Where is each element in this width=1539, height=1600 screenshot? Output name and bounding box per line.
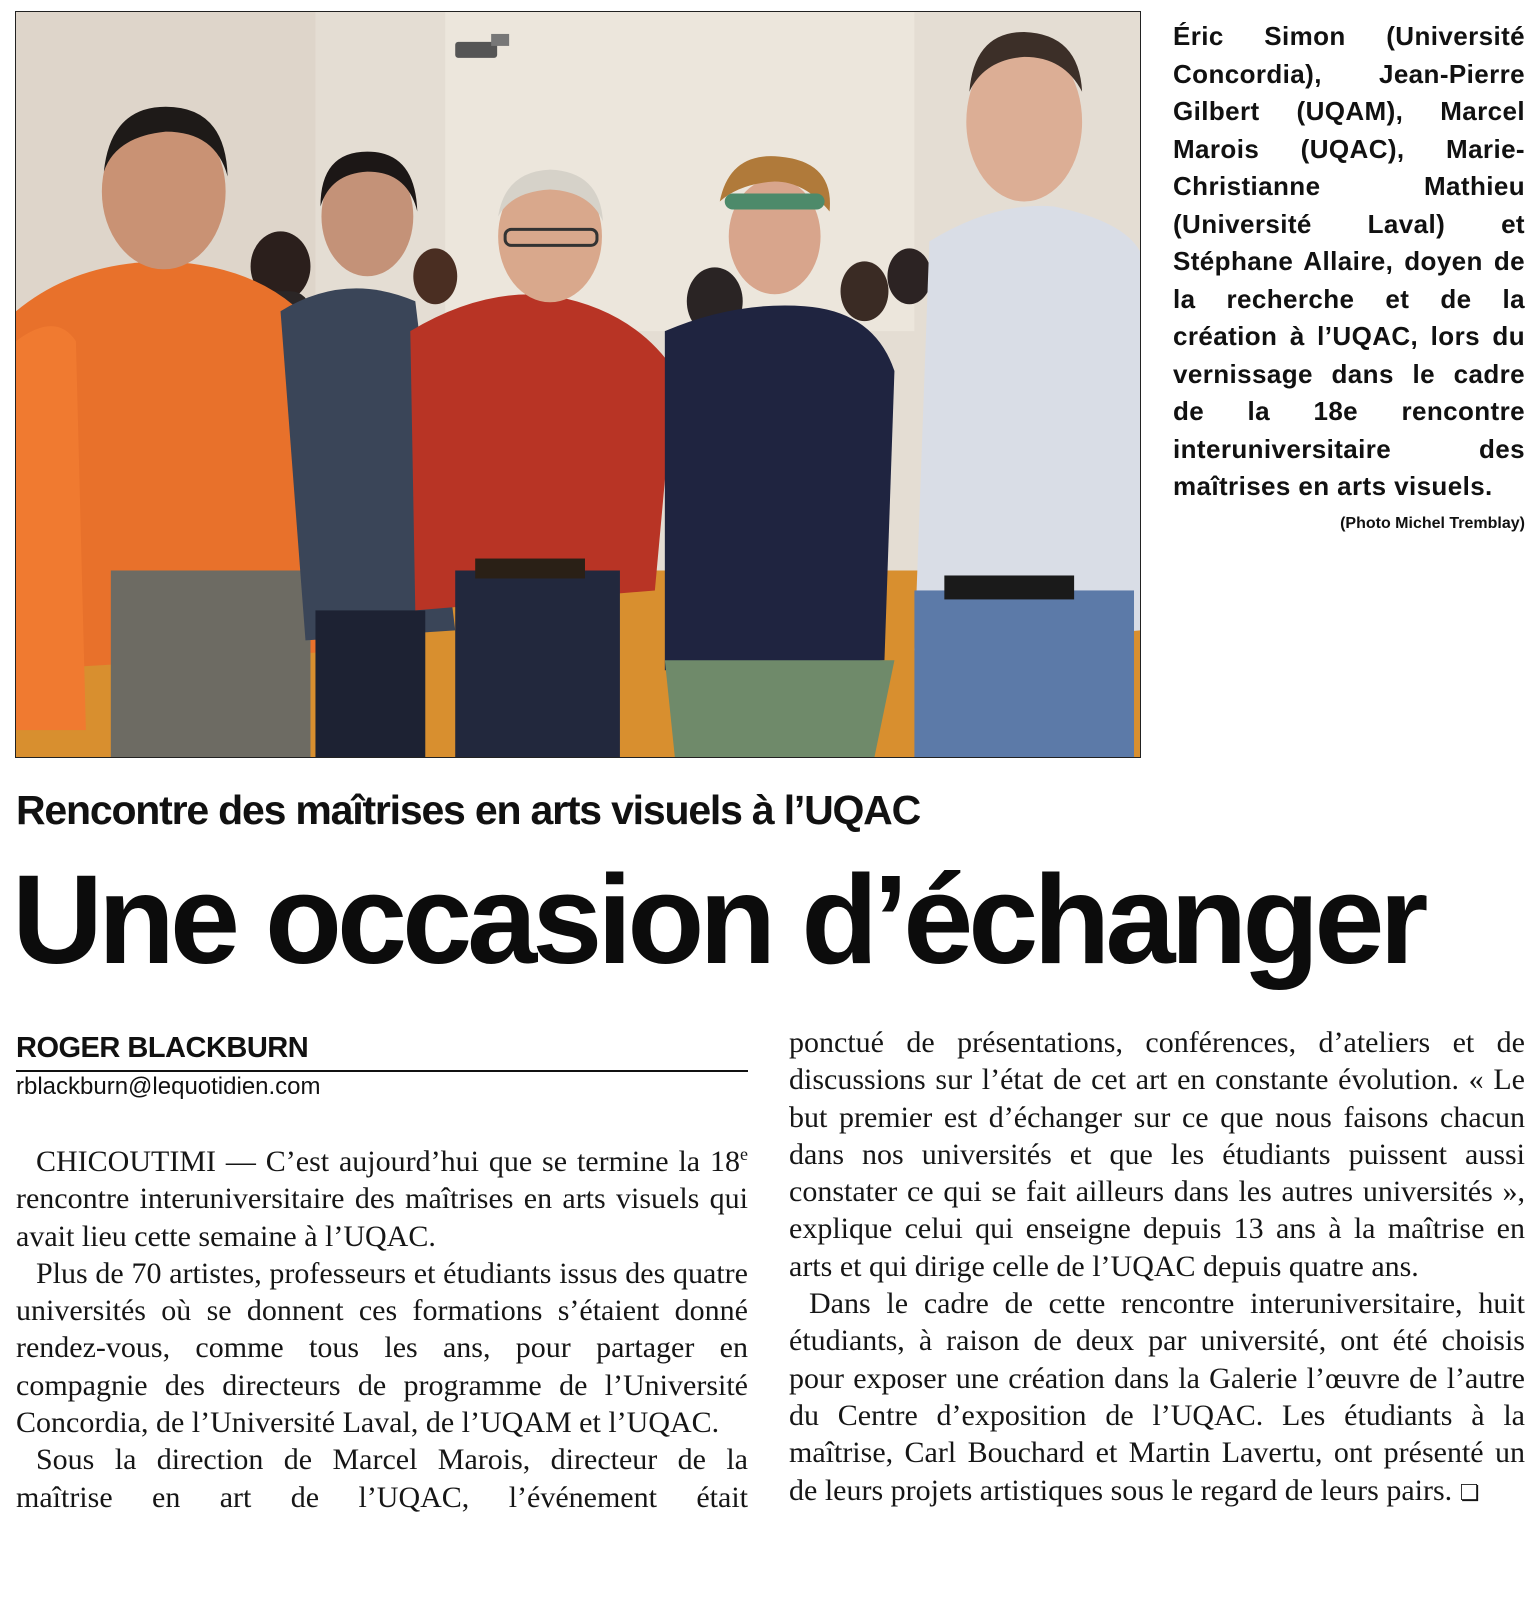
paragraph-4-text: Dans le cadre de cette rencontre interuniversitaire, huit étudiants, à raison de deux par université, ont été choisis pour exposer une création dans la Galerie l’œuvre de l’autre du Centre d’exposition de l’UQAC. Les étudiants à la maîtrise, Carl Bouchard et Martin Lavertu, ont présenté un de leurs projets artistiques sous le regard de leurs pairs. xyxy=(789,1287,1525,1507)
article-kicker: Rencontre des maîtrises en arts visuels à l’UQAC xyxy=(16,787,920,833)
ordinal-suffix: e xyxy=(740,1144,748,1164)
paragraph-3-continued: ponctué de présentations, conférences, d’ateliers et de discussions sur l’état de cet art en constante évolution. « Le but premier est d’échanger sur ce que nous faisons chacun dans nos universités et que les étudiants puissent aussi constater ce qui se fait ailleurs dans les autres universités », explique celui qui enseigne depuis 13 ans à la maîtrise en arts et qui dirige celle de l’UQAC depuis quatre ans. xyxy=(789,1026,1525,1283)
byline-author: ROGER BLACKBURN xyxy=(16,1032,748,1072)
article-headline: Une occasion d’échanger xyxy=(12,849,1424,990)
photo-caption: Éric Simon (Université Concordia), Jean-Pierre Gilbert (UQAM), Marcel Marois (UQAC), Marie-Christianne Mathieu (Université Laval) et Stéphane Allaire, doyen de la recherche et de la création à l’UQAC, lors du vernissage dans le cadre de la 18e rencontre interuniversitaire des maîtrises en arts visuels. xyxy=(1173,21,1525,501)
paragraph-4 xyxy=(789,1285,1525,1512)
paragraph-1-part-b: rencontre interuniversitaire des maîtrises en arts visuels qui avait lieu cette semaine à l’UQAC. xyxy=(16,1182,748,1253)
end-mark-icon: ❏ xyxy=(1459,1480,1480,1506)
paragraph-3-start: Sous la direction de Marcel Marois, directeur de la maîtrise en art de l’UQAC, l’événement était xyxy=(16,1443,748,1514)
byline-email: rblackburn@lequotidien.com xyxy=(16,1073,321,1100)
paragraph-1-part-a: CHICOUTIMI — C’est aujourd’hui que se termine la 18 xyxy=(36,1145,740,1178)
photo-illustration xyxy=(16,12,1140,757)
article-column-1 xyxy=(16,1136,748,1516)
article-column-2 xyxy=(789,1024,1525,1512)
photo-credit: (Photo Michel Tremblay) xyxy=(1340,515,1525,532)
paragraph-2: Plus de 70 artistes, professeurs et étudiants issus des quatre universités où se donnent ces formations s’étaient donné rendez-vous, comme tous les ans, pour partager en compagnie des directeurs de programme de l’Université Concordia, de l’Université Laval, de l’UQAM et l’UQAC. xyxy=(16,1256,748,1440)
article-photo xyxy=(15,11,1141,758)
paragraph-1 xyxy=(16,1136,748,1255)
